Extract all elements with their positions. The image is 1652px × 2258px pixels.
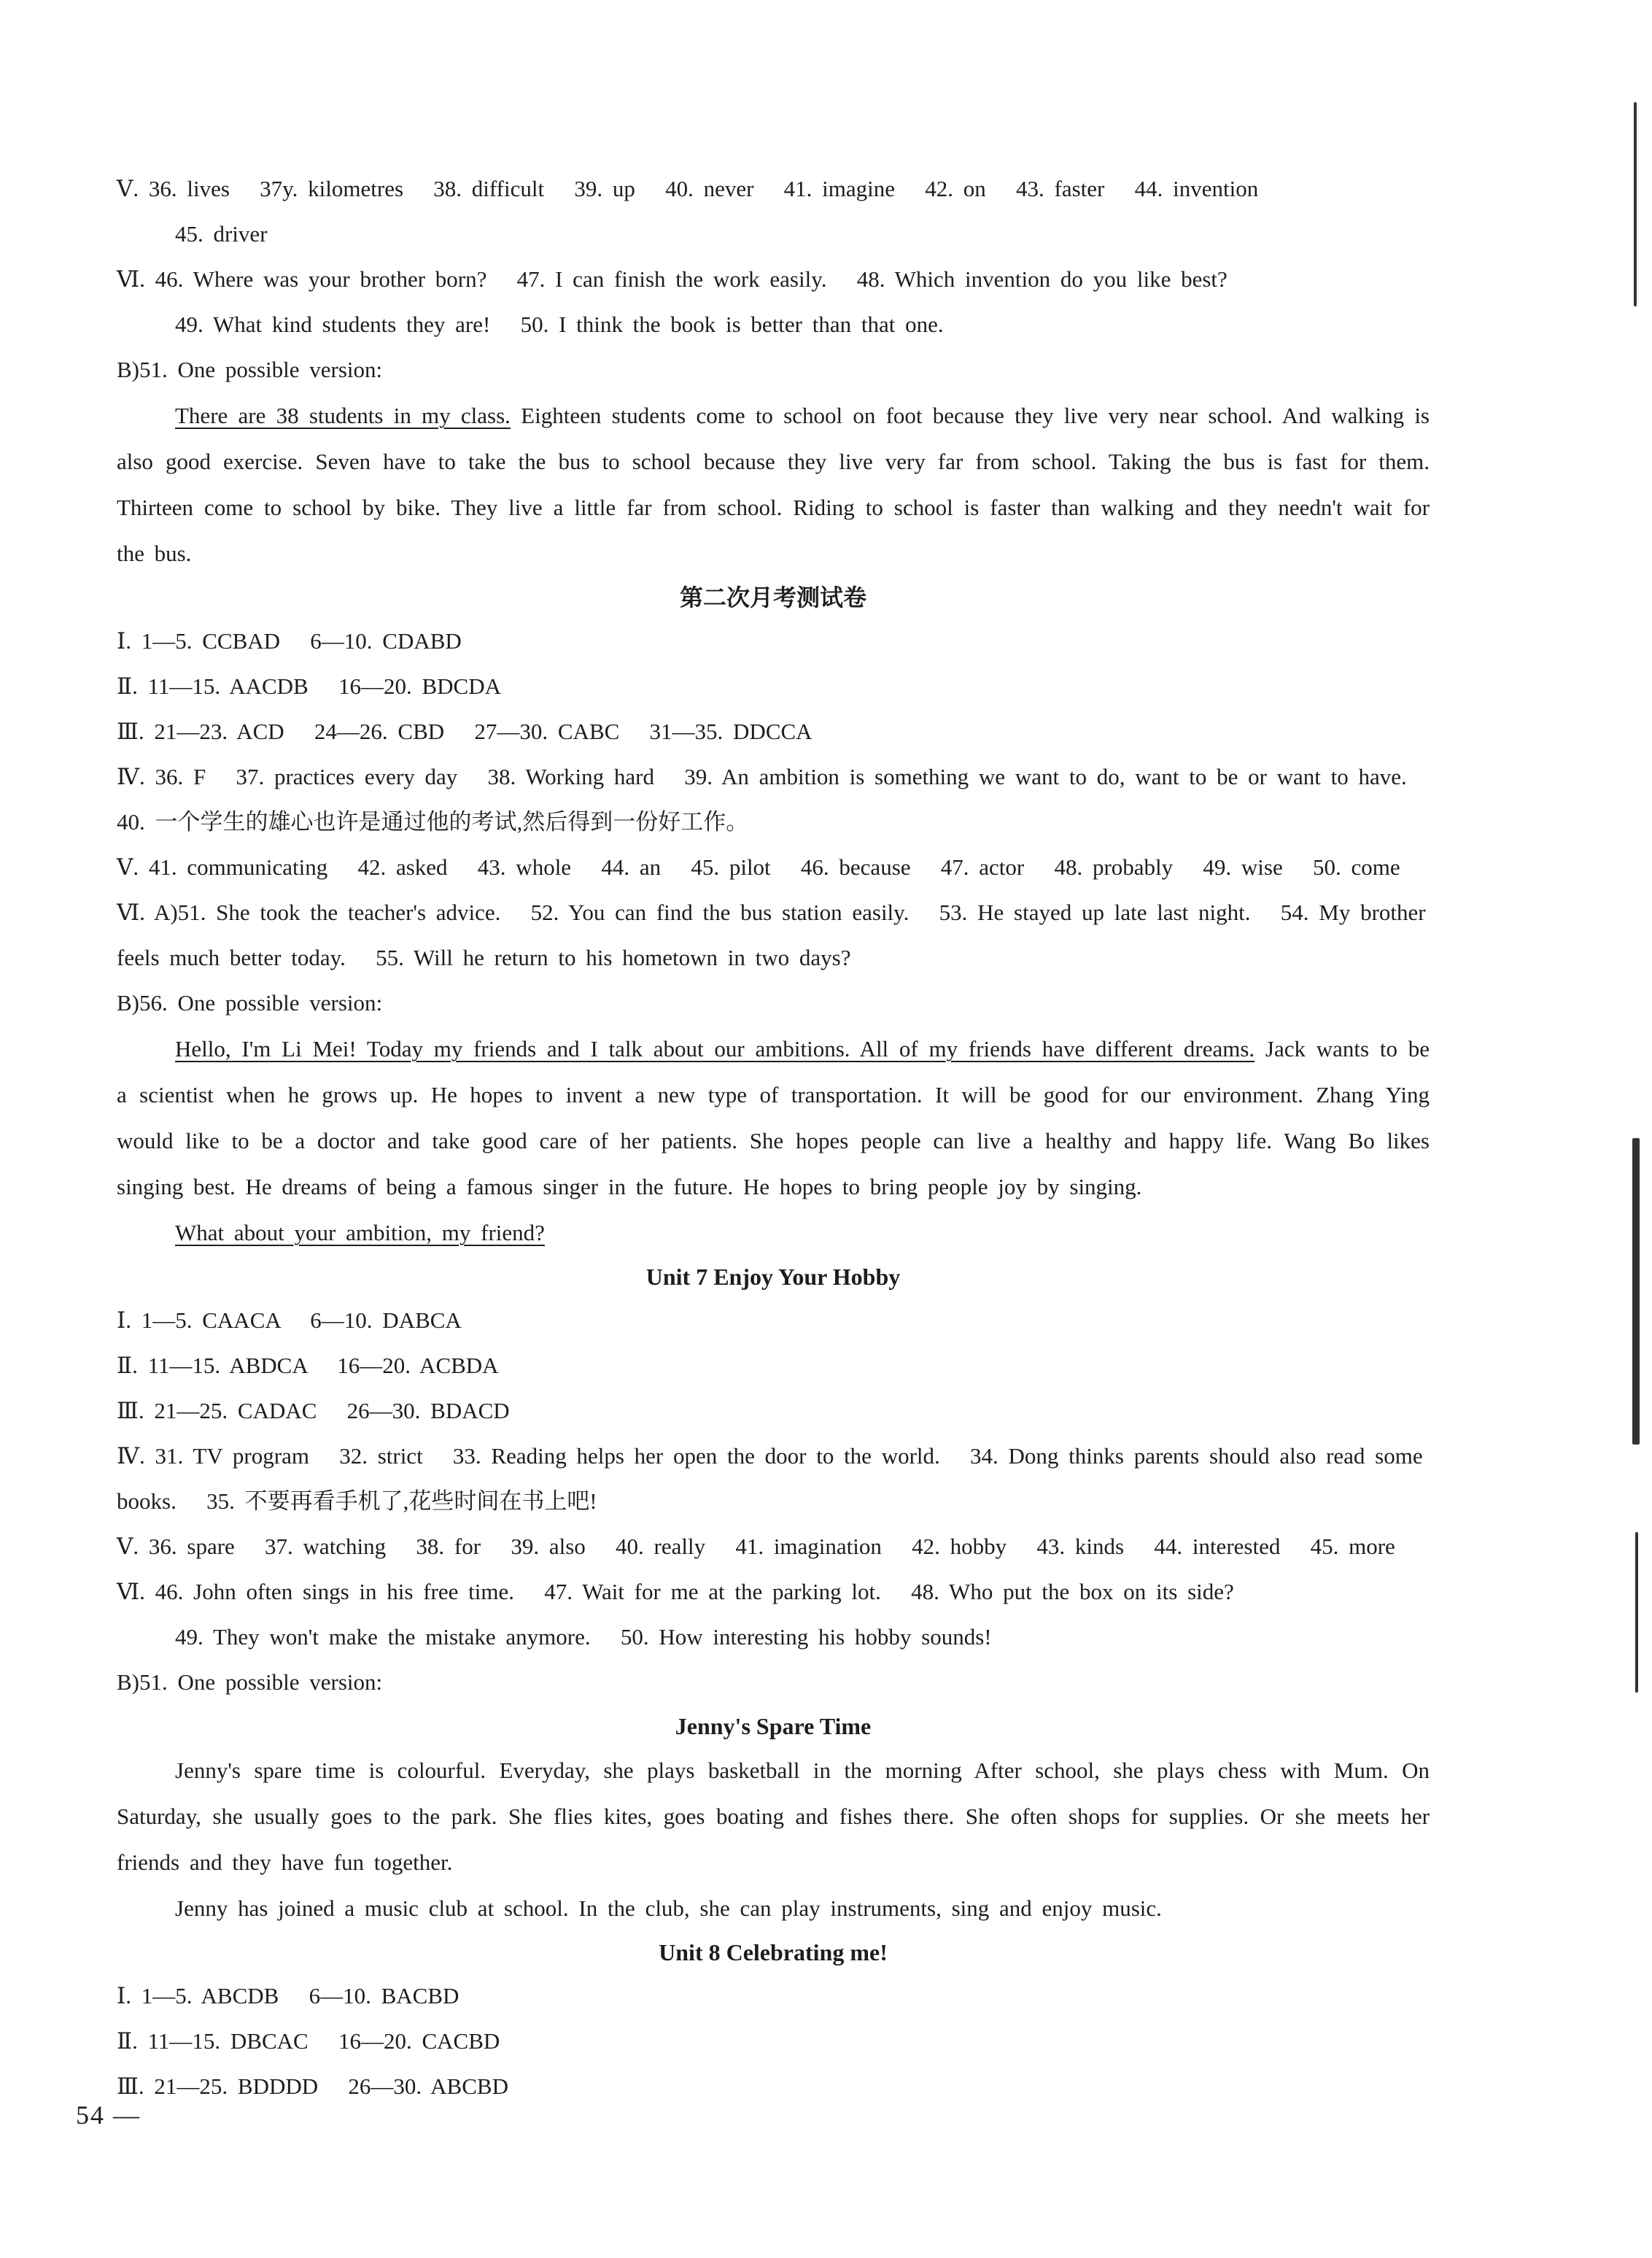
answer-line: Ⅱ. 11—15. DBCAC 16—20. CACBD (117, 2028, 500, 2054)
essay-text: Jenny has joined a music club at school. In the club, she can play instruments, sing and enjoy music. (175, 1895, 1162, 1921)
underlined-sentence: What about your ambition, my friend? (175, 1220, 545, 1245)
essay-text: Jack wants to be a scientist when he grows up. He hopes to invent a new type of transportation. It will be good for our environment. Zhang Ying would like to be a doctor and take good care of her patients. She hopes people can live a healthy and happy life. Wang Bo likes singing best. He dreams of being a famous singer in the future. He hopes to bring people joy by singing. (117, 1036, 1440, 1199)
answer-paragraph: Ⅳ. 31. TV program 32. strict 33. Reading helps her open the door to the world. 34. Dong thinks parents should also read some books. 35. 不要再看手机了,花些时间在书上吧! (117, 1443, 1433, 1514)
scan-edge-mark (1635, 1532, 1638, 1693)
answer-line: Ⅰ. 1—5. CAACA 6—10. DABCA (117, 1307, 462, 1333)
answer-line: Ⅰ. 1—5. ABCDB 6—10. BACBD (117, 1983, 459, 2008)
scan-edge-mark (1632, 1138, 1640, 1445)
essay-paragraph (117, 1885, 1430, 1931)
page-number: 54 — (76, 2100, 141, 2130)
answer-line: Ⅱ. 11—15. ABDCA 16—20. ACBDA (117, 1353, 499, 1378)
essay-text: Jenny's spare time is colourful. Everyday, she plays basketball in the morning After school, she plays chess with Mum. On Saturday, she usually goes to the park. She flies kites, goes boating and fishes there. She often shops for supplies. Or she meets her friends and they have fun together. (117, 1758, 1440, 1875)
answer-paragraph: Ⅳ. 36. F 37. practices every day 38. Working hard 39. An ambition is something we want to do, want to be or want to have. 40. 一个学生的雄心也许是通过他的考试,然后得到一份好工作。 (117, 764, 1438, 835)
section-heading: 第二次月考测试卷 (679, 584, 866, 611)
answer-paragraph: Ⅵ. A)51. She took the teacher's advice. 52. You can find the bus station easily. 53. He stayed up late last night. 54. My brother feels much better today. 55. Will he return to his hometown in two days? (117, 900, 1436, 970)
answer-line: Ⅲ. 21—23. ACD 24—26. CBD 27—30. CABC 31—35. DDCCA (117, 719, 813, 744)
answer-line: 49. They won't make the mistake anymore. 50. How interesting his hobby sounds! (175, 1624, 992, 1650)
answer-line: B)51. One possible version: (117, 1669, 383, 1695)
answer-line: 49. What kind students they are! 50. I think the book is better than that one. (175, 312, 944, 337)
essay-paragraph (117, 1747, 1440, 1885)
answer-line: Ⅴ. 36. lives 37y. kilometres 38. difficult 39. up 40. never 41. imagine 42. on 43. faster 44. invention (117, 176, 1259, 201)
answer-line: Ⅰ. 1—5. CCBAD 6—10. CDABD (117, 628, 462, 654)
section-heading: Jenny's Spare Time (675, 1713, 872, 1739)
answer-line: Ⅱ. 11—15. AACDB 16—20. BDCDA (117, 673, 501, 699)
underlined-sentence: There are 38 students in my class. (175, 403, 511, 428)
essay-paragraph (117, 1026, 1440, 1210)
essay-text: Eighteen students come to school on foot because they live very near school. And walking is also good exercise. Seven have to take the bus to school because they live very far from school. Taking the bus is fast for them. Thirteen come to school by bike. They live a little far from school. Riding to school is faster than walking and they needn't wait for the bus. (117, 403, 1440, 566)
section-heading: Unit 8 Celebrating me! (659, 1939, 888, 1965)
section-heading: Unit 7 Enjoy Your Hobby (645, 1264, 901, 1290)
answer-line: Ⅵ. 46. Where was your brother born? 47. I can finish the work easily. 48. Which invention do you like best? (117, 266, 1228, 292)
answer-line: 45. driver (175, 221, 268, 247)
scan-edge-mark (1634, 102, 1637, 306)
answer-line: B)56. One possible version: (117, 990, 383, 1016)
essay-paragraph (117, 1210, 1430, 1256)
answer-paragraph: Ⅴ. 36. spare 37. watching 38. for 39. also 40. really 41. imagination 42. hobby 43. kinds 44. interested 45. more (117, 1534, 1395, 1559)
answer-key-page (117, 166, 1440, 2109)
underlined-sentence: Hello, I'm Li Mei! Today my friends and I talk about our ambitions. All of my friends have different dreams. (175, 1036, 1255, 1062)
answer-line: Ⅲ. 21—25. BDDDD 26—30. ABCBD (117, 2073, 508, 2099)
answer-line: Ⅲ. 21—25. CADAC 26—30. BDACD (117, 1398, 510, 1423)
answer-paragraph: Ⅴ. 41. communicating 42. asked 43. whole 44. an 45. pilot 46. because 47. actor 48. probably 49. wise 50. come (117, 854, 1400, 880)
essay-paragraph (117, 393, 1440, 576)
answer-line: Ⅵ. 46. John often sings in his free time. 47. Wait for me at the parking lot. 48. Who put the box on its side? (117, 1579, 1234, 1604)
answer-line: B)51. One possible version: (117, 357, 383, 382)
